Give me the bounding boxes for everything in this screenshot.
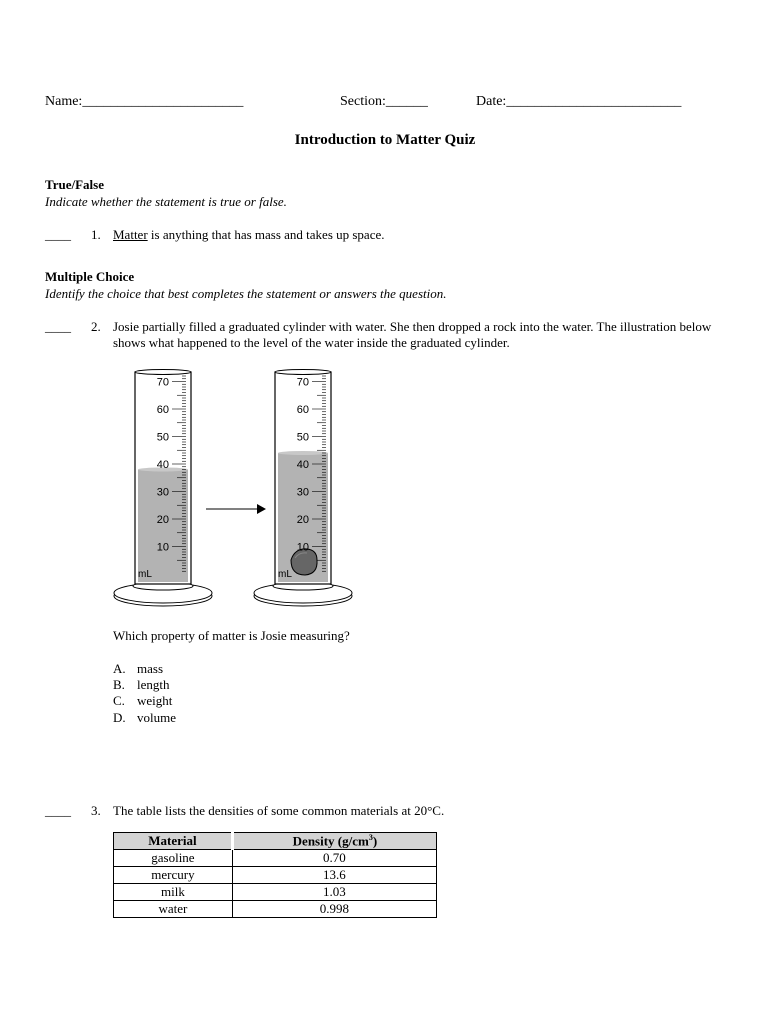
answer-blank-q3[interactable]: ____ [45, 803, 71, 818]
multiple-choice-instruction: Identify the choice that best completes the statement or answers the question. [45, 286, 447, 301]
cylinder-rim [135, 370, 191, 375]
density-cell: 0.998 [232, 901, 436, 918]
scale-label: 70 [156, 376, 169, 389]
density-table [113, 832, 437, 918]
choice-d[interactable] [113, 710, 176, 726]
unit-label: mL [138, 569, 152, 580]
scale-label: 50 [296, 431, 309, 444]
scale-label: 50 [156, 431, 169, 444]
answer-blank-q2[interactable]: ____ [45, 319, 71, 334]
choice-a[interactable] [113, 661, 163, 677]
question-number-q2: 2. [91, 319, 101, 334]
date-label: Date: [476, 94, 507, 109]
cylinder-after [254, 370, 352, 607]
table-row [114, 850, 437, 867]
table-row [114, 867, 437, 884]
graduated-cylinder-figure [105, 362, 365, 614]
cylinder-before [114, 370, 212, 607]
choice-text: weight [137, 693, 173, 708]
true-false-heading: True/False [45, 177, 104, 192]
section-blank[interactable]: ______ [385, 94, 428, 109]
choice-text: mass [137, 661, 163, 676]
date-blank[interactable]: _________________________ [506, 94, 682, 109]
scale-label: 10 [296, 541, 309, 554]
multiple-choice-heading: Multiple Choice [45, 269, 135, 284]
scale-label: 60 [296, 404, 309, 416]
question-text-q3: The table lists the densities of some common materials at 20°C. [113, 803, 445, 818]
question-number-q3: 3. [91, 803, 101, 818]
date-field[interactable] [476, 94, 681, 110]
arrow-head-icon [257, 504, 266, 514]
material-cell: water [114, 901, 233, 918]
choice-text: length [137, 677, 170, 692]
cylinder-rim [275, 370, 331, 375]
name-blank[interactable]: _______________________ [82, 94, 244, 109]
scale-label: 70 [296, 376, 309, 389]
page-title: Introduction to Matter Quiz [294, 132, 476, 148]
choice-text: volume [137, 710, 176, 725]
name-field[interactable] [45, 94, 243, 110]
scale-label: 10 [156, 541, 169, 554]
table-row [114, 884, 437, 901]
name-label: Name: [45, 94, 83, 109]
density-header-sup: 3 [368, 833, 373, 842]
choice-letter: A. [113, 661, 126, 676]
density-header-close: ) [372, 833, 378, 849]
section-field[interactable] [340, 94, 428, 110]
scale-label: 30 [156, 486, 169, 499]
material-cell: gasoline [114, 850, 233, 867]
material-cell: milk [114, 884, 233, 901]
scale-label: 20 [296, 514, 309, 526]
choice-c[interactable] [113, 693, 172, 709]
density-cell: 0.70 [232, 850, 436, 867]
material-cell: mercury [114, 867, 233, 884]
question-body: is anything that has mass and takes up space. [147, 227, 385, 242]
choice-letter: C. [113, 693, 125, 708]
column-header-material: Material [114, 833, 233, 850]
table-header-row [114, 833, 437, 850]
choice-letter: D. [113, 710, 126, 725]
scale-label: 20 [156, 514, 169, 526]
question-text-q2: Josie partially filled a graduated cylinder with water. She then dropped a rock into the water. The illustration below shows what happened to the level of the water inside the graduated cylinder. [113, 319, 712, 350]
section-label: Section: [340, 94, 386, 109]
water-meniscus [278, 451, 328, 455]
key-term: Matter [113, 227, 148, 242]
question-prompt-q2: Which property of matter is Josie measuring? [113, 628, 350, 643]
scale-label: 40 [296, 459, 309, 471]
answer-blank-q1[interactable]: ____ [45, 227, 71, 242]
density-header-text: Density (g/cm [292, 833, 369, 849]
question-text-q1 [113, 227, 385, 243]
unit-label: mL [278, 569, 292, 580]
scale-label: 40 [156, 459, 169, 471]
table-row [114, 901, 437, 918]
choice-letter: B. [113, 677, 125, 692]
scale-label: 60 [156, 404, 169, 416]
question-number-q1: 1. [91, 227, 101, 242]
true-false-instruction: Indicate whether the statement is true or false. [45, 194, 287, 209]
density-cell: 1.03 [232, 884, 436, 901]
choice-b[interactable] [113, 677, 170, 693]
density-cell: 13.6 [232, 867, 436, 884]
scale-label: 30 [296, 486, 309, 499]
column-header-density [232, 833, 436, 850]
